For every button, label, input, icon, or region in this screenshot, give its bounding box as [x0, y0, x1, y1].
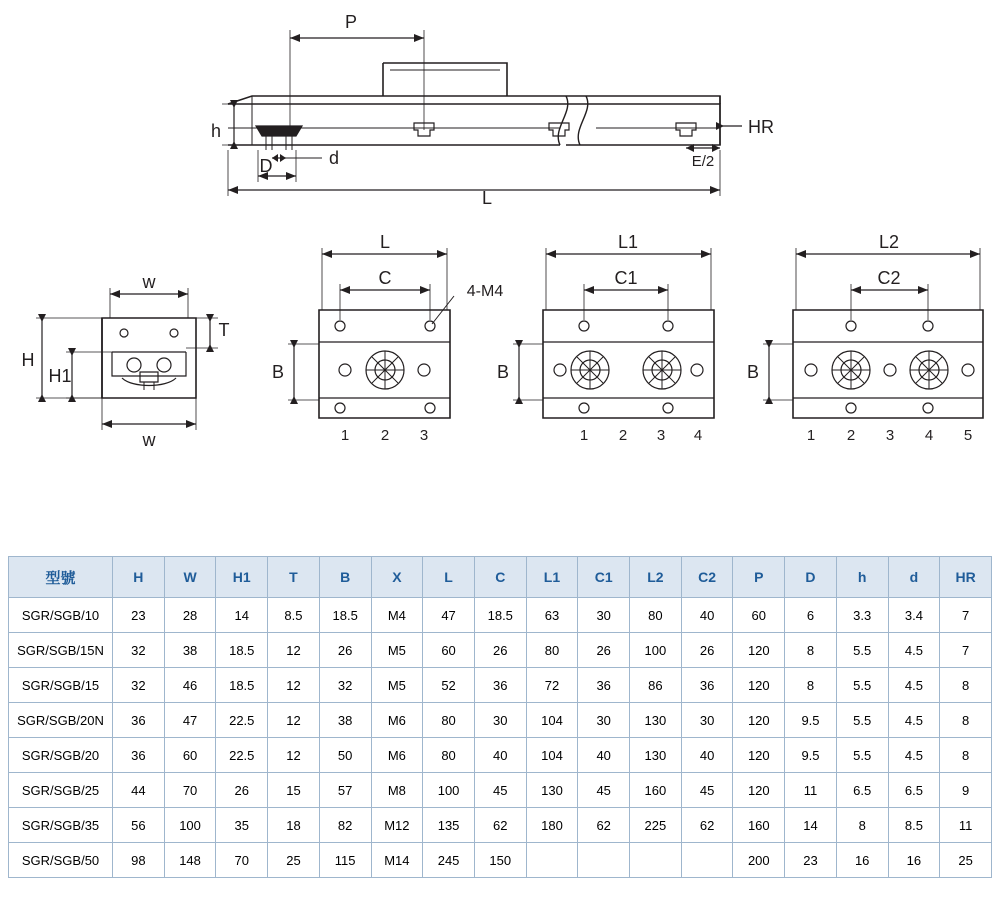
value-cell: 18.5	[216, 633, 268, 668]
value-cell: 86	[630, 668, 682, 703]
value-cell: 12	[268, 738, 320, 773]
value-cell: 11	[940, 808, 992, 843]
value-cell: 30	[578, 703, 630, 738]
value-cell: 60	[733, 598, 785, 633]
value-cell: 80	[526, 633, 578, 668]
value-cell: 62	[578, 808, 630, 843]
value-cell: 26	[474, 633, 526, 668]
table-row	[9, 598, 992, 633]
label-view4-L2: L2	[878, 232, 900, 252]
view2-num-3: 3	[419, 427, 429, 444]
value-cell: 47	[423, 598, 475, 633]
view4-num-5: 5	[963, 427, 973, 444]
value-cell: 4.5	[888, 703, 940, 738]
view3-num-4: 4	[693, 427, 703, 444]
value-cell: 4.5	[888, 633, 940, 668]
value-cell: 12	[268, 668, 320, 703]
table-header-cell: L	[423, 557, 475, 598]
value-cell: 120	[733, 773, 785, 808]
value-cell: 120	[733, 633, 785, 668]
value-cell	[630, 843, 682, 878]
value-cell: 130	[526, 773, 578, 808]
value-cell: 50	[319, 738, 371, 773]
value-cell: 104	[526, 703, 578, 738]
value-cell: 62	[681, 808, 733, 843]
view2-num-2: 2	[380, 427, 390, 444]
value-cell: 56	[113, 808, 165, 843]
value-cell: 82	[319, 808, 371, 843]
value-cell: 148	[164, 843, 216, 878]
value-cell: 45	[681, 773, 733, 808]
table-row	[9, 843, 992, 878]
value-cell: 12	[268, 703, 320, 738]
table-header-cell: h	[836, 557, 888, 598]
model-cell: SGR/SGB/10	[9, 598, 113, 633]
value-cell: 5.5	[836, 738, 888, 773]
value-cell: 11	[785, 773, 837, 808]
value-cell: 5.5	[836, 668, 888, 703]
value-cell: 45	[578, 773, 630, 808]
table-row	[9, 808, 992, 843]
label-w-top: w	[142, 272, 156, 292]
value-cell: 120	[733, 703, 785, 738]
view4-num-1: 1	[806, 427, 816, 444]
value-cell: 8	[940, 668, 992, 703]
value-cell: 35	[216, 808, 268, 843]
value-cell: 4.5	[888, 738, 940, 773]
label-w-bottom: w	[142, 430, 156, 450]
table-row	[9, 773, 992, 808]
value-cell: 22.5	[216, 738, 268, 773]
view3-num-3: 3	[656, 427, 666, 444]
value-cell: 98	[113, 843, 165, 878]
value-cell: M5	[371, 668, 423, 703]
table-header-cell: P	[733, 557, 785, 598]
value-cell: 5.5	[836, 633, 888, 668]
value-cell: 180	[526, 808, 578, 843]
value-cell: 100	[164, 808, 216, 843]
model-cell: SGR/SGB/15N	[9, 633, 113, 668]
value-cell: 70	[164, 773, 216, 808]
value-cell: 47	[164, 703, 216, 738]
view4-num-4: 4	[924, 427, 934, 444]
value-cell: 40	[474, 738, 526, 773]
value-cell: 80	[630, 598, 682, 633]
value-cell: 60	[164, 738, 216, 773]
model-cell: SGR/SGB/25	[9, 773, 113, 808]
value-cell: 36	[681, 668, 733, 703]
value-cell: 18.5	[319, 598, 371, 633]
table-header-cell: 型號	[9, 557, 113, 598]
label-H: H	[21, 350, 35, 370]
model-cell: SGR/SGB/20	[9, 738, 113, 773]
value-cell: 18.5	[474, 598, 526, 633]
table-row	[9, 633, 992, 668]
table-header-cell: C1	[578, 557, 630, 598]
value-cell: 14	[216, 598, 268, 633]
label-view3-B: B	[496, 362, 510, 382]
table-header-cell: W	[164, 557, 216, 598]
table-header-cell: D	[785, 557, 837, 598]
value-cell: 80	[423, 703, 475, 738]
value-cell: 22.5	[216, 703, 268, 738]
spec-table	[8, 556, 992, 878]
value-cell: 23	[113, 598, 165, 633]
value-cell	[526, 843, 578, 878]
value-cell	[578, 843, 630, 878]
table-header-cell: L1	[526, 557, 578, 598]
value-cell: 160	[733, 808, 785, 843]
table-header-cell: B	[319, 557, 371, 598]
value-cell: 245	[423, 843, 475, 878]
value-cell: 46	[164, 668, 216, 703]
value-cell: 14	[785, 808, 837, 843]
value-cell: 30	[681, 703, 733, 738]
value-cell: 18	[268, 808, 320, 843]
table-header-cell: C2	[681, 557, 733, 598]
value-cell: 26	[681, 633, 733, 668]
value-cell: 38	[319, 703, 371, 738]
model-cell: SGR/SGB/50	[9, 843, 113, 878]
value-cell: 15	[268, 773, 320, 808]
label-view4-C2: C2	[877, 268, 901, 288]
value-cell: 120	[733, 738, 785, 773]
value-cell: 3.4	[888, 598, 940, 633]
value-cell: 36	[113, 703, 165, 738]
value-cell: 8.5	[268, 598, 320, 633]
table-header-cell: d	[888, 557, 940, 598]
value-cell: 30	[578, 598, 630, 633]
value-cell: 23	[785, 843, 837, 878]
value-cell: M6	[371, 738, 423, 773]
value-cell: 130	[630, 703, 682, 738]
value-cell: 16	[888, 843, 940, 878]
view2-num-1: 1	[340, 427, 350, 444]
value-cell: 8	[785, 668, 837, 703]
value-cell: 38	[164, 633, 216, 668]
value-cell: 5.5	[836, 703, 888, 738]
table-header-cell: T	[268, 557, 320, 598]
value-cell: 6.5	[888, 773, 940, 808]
table-row	[9, 703, 992, 738]
value-cell: 40	[578, 738, 630, 773]
label-view4-B: B	[746, 362, 760, 382]
value-cell: 36	[474, 668, 526, 703]
label-D: D	[259, 156, 273, 176]
label-T: T	[218, 320, 230, 340]
label-H1: H1	[48, 366, 72, 386]
label-view2-B: B	[271, 362, 285, 382]
label-E2: E/2	[691, 153, 715, 170]
value-cell: M12	[371, 808, 423, 843]
label-d: d	[328, 148, 340, 168]
table-row	[9, 668, 992, 703]
value-cell: 8	[785, 633, 837, 668]
value-cell: 8	[940, 703, 992, 738]
view4-num-2: 2	[846, 427, 856, 444]
value-cell: 9.5	[785, 738, 837, 773]
table-row	[9, 738, 992, 773]
value-cell: 36	[113, 738, 165, 773]
view4-num-3: 3	[885, 427, 895, 444]
table-header-cell: H	[113, 557, 165, 598]
model-cell: SGR/SGB/15	[9, 668, 113, 703]
value-cell: 36	[578, 668, 630, 703]
value-cell: M14	[371, 843, 423, 878]
label-4-M4: 4-M4	[466, 283, 504, 300]
value-cell: 60	[423, 633, 475, 668]
value-cell: 57	[319, 773, 371, 808]
value-cell: 100	[423, 773, 475, 808]
value-cell: 135	[423, 808, 475, 843]
label-HR: HR	[748, 117, 774, 137]
view3-num-1: 1	[579, 427, 589, 444]
value-cell: 9	[940, 773, 992, 808]
value-cell: 100	[630, 633, 682, 668]
value-cell: 40	[681, 598, 733, 633]
value-cell: 4.5	[888, 668, 940, 703]
value-cell: 62	[474, 808, 526, 843]
label-view3-C1: C1	[614, 268, 638, 288]
spec-table-wrapper	[8, 556, 992, 878]
label-view3-L1: L1	[617, 232, 639, 252]
value-cell: M8	[371, 773, 423, 808]
label-view2-L: L	[379, 232, 391, 252]
value-cell: 28	[164, 598, 216, 633]
value-cell: 25	[940, 843, 992, 878]
value-cell: 63	[526, 598, 578, 633]
value-cell	[681, 843, 733, 878]
value-cell: 52	[423, 668, 475, 703]
value-cell: 200	[733, 843, 785, 878]
value-cell: 44	[113, 773, 165, 808]
value-cell: 9.5	[785, 703, 837, 738]
value-cell: 120	[733, 668, 785, 703]
table-header-cell: C	[474, 557, 526, 598]
value-cell: 3.3	[836, 598, 888, 633]
label-L-top: L	[481, 188, 493, 208]
value-cell: 25	[268, 843, 320, 878]
value-cell: 26	[319, 633, 371, 668]
value-cell: M6	[371, 703, 423, 738]
label-view2-C: C	[378, 268, 392, 288]
value-cell: 160	[630, 773, 682, 808]
value-cell: M4	[371, 598, 423, 633]
table-header-row	[9, 557, 992, 598]
value-cell: M5	[371, 633, 423, 668]
table-header-cell: H1	[216, 557, 268, 598]
value-cell: 26	[216, 773, 268, 808]
value-cell: 80	[423, 738, 475, 773]
label-P: P	[344, 12, 358, 32]
value-cell: 225	[630, 808, 682, 843]
label-h: h	[210, 121, 222, 141]
table-header-cell: L2	[630, 557, 682, 598]
value-cell: 6	[785, 598, 837, 633]
model-cell: SGR/SGB/20N	[9, 703, 113, 738]
value-cell: 8.5	[888, 808, 940, 843]
model-cell: SGR/SGB/35	[9, 808, 113, 843]
value-cell: 150	[474, 843, 526, 878]
table-body	[9, 598, 992, 878]
table-header-cell: X	[371, 557, 423, 598]
value-cell: 7	[940, 598, 992, 633]
view3-num-2: 2	[618, 427, 628, 444]
value-cell: 7	[940, 633, 992, 668]
value-cell: 12	[268, 633, 320, 668]
value-cell: 6.5	[836, 773, 888, 808]
value-cell: 32	[319, 668, 371, 703]
value-cell: 32	[113, 668, 165, 703]
value-cell: 130	[630, 738, 682, 773]
value-cell: 18.5	[216, 668, 268, 703]
value-cell: 72	[526, 668, 578, 703]
value-cell: 32	[113, 633, 165, 668]
value-cell: 40	[681, 738, 733, 773]
value-cell: 104	[526, 738, 578, 773]
value-cell: 8	[940, 738, 992, 773]
value-cell: 30	[474, 703, 526, 738]
table-header-cell: HR	[940, 557, 992, 598]
value-cell: 8	[836, 808, 888, 843]
value-cell: 70	[216, 843, 268, 878]
value-cell: 26	[578, 633, 630, 668]
value-cell: 16	[836, 843, 888, 878]
value-cell: 115	[319, 843, 371, 878]
value-cell: 45	[474, 773, 526, 808]
